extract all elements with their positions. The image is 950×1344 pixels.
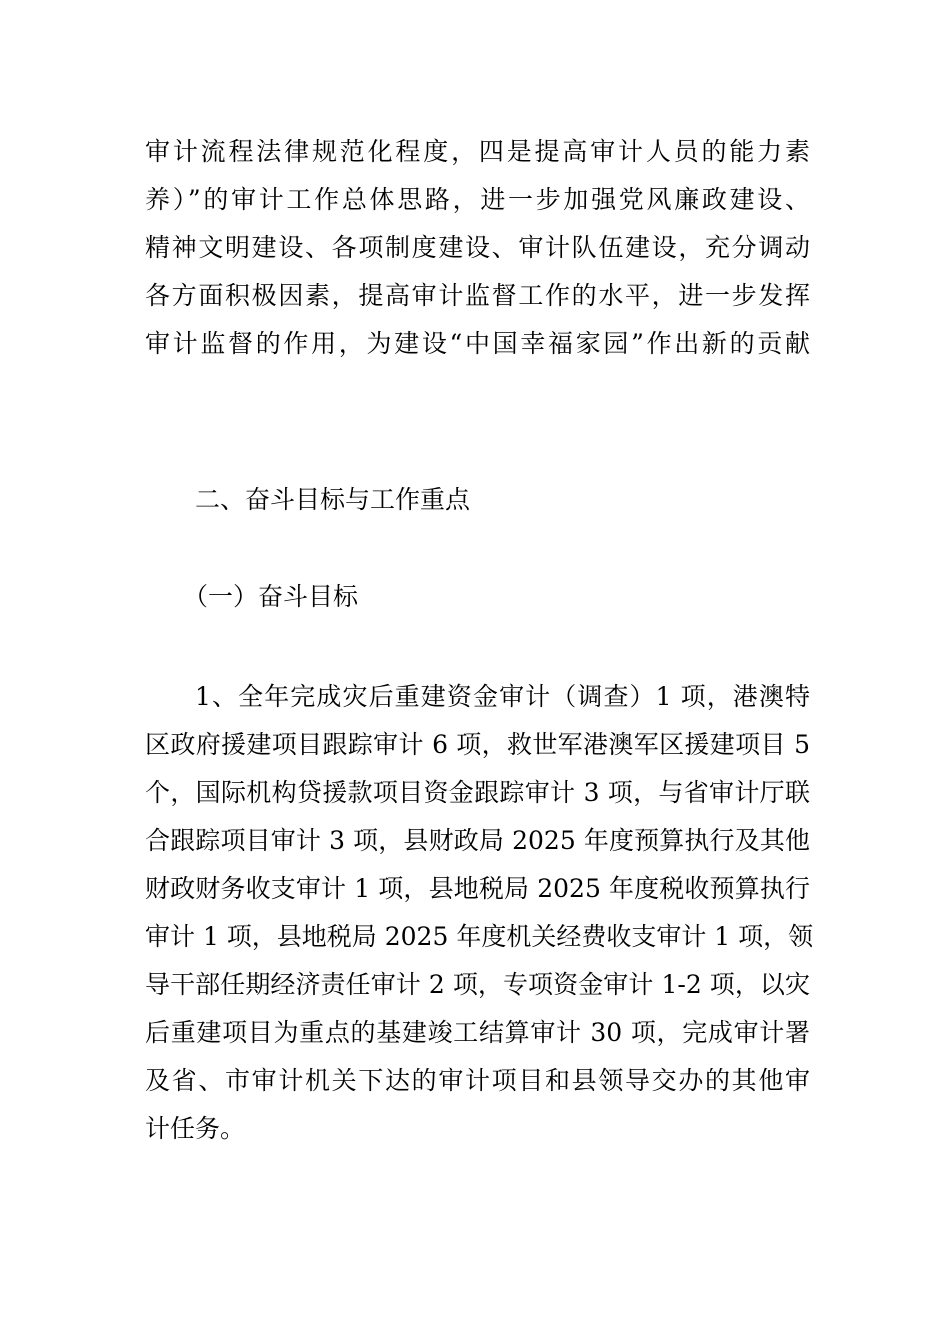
paragraph-intro-line-3: 精神文明建设、各项制度建设、审计队伍建设，充分调动 (145, 233, 810, 262)
paragraph-intro-line-1: 审计流程法律规范化程度，四是提高审计人员的能力素 (145, 137, 810, 166)
paragraph-goals-line-7: 导干部任期经济责任审计 2 项，专项资金审计 1-2 项，以灾 (145, 970, 810, 999)
paragraph-goals-line-9: 及省、市审计机关下达的审计项目和县领导交办的其他审 (145, 1066, 810, 1095)
section-heading: 二、奋斗目标与工作重点 (195, 485, 471, 514)
paragraph-goals-line-6: 审计 1 项，县地税局 2025 年度机关经费收支审计 1 项，领 (145, 922, 814, 951)
paragraph-intro-line-2: 养）”的审计工作总体思路，进一步加强党风廉政建设、 (145, 185, 810, 214)
paragraph-goals-line-10: 计任务。 (145, 1114, 246, 1143)
paragraph-goals-line-4: 合跟踪项目审计 3 项，县财政局 2025 年度预算执行及其他 (145, 826, 810, 855)
paragraph-goals-line-3: 个，国际机构贷援款项目资金跟踪审计 3 项，与省审计厅联 (145, 778, 810, 807)
paragraph-goals-line-2: 区政府援建项目跟踪审计 6 项，救世军港澳军区援建项目 5 (145, 730, 810, 759)
paragraph-goals-line-8: 后重建项目为重点的基建竣工结算审计 30 项，完成审计署 (145, 1018, 810, 1047)
paragraph-goals-line-5: 财政财务收支审计 1 项，县地税局 2025 年度税收预算执行 (145, 874, 810, 903)
paragraph-intro-line-5: 审计监督的作用，为建设“中国幸福家园”作出新的贡献 (145, 329, 810, 358)
paragraph-goals-line-1: 1、全年完成灾后重建资金审计（调查）1 项，港澳特 (195, 682, 810, 711)
paragraph-intro-line-4: 各方面积极因素，提高审计监督工作的水平，进一步发挥 (145, 281, 810, 310)
subsection-heading: （一）奋斗目标 (183, 582, 359, 611)
